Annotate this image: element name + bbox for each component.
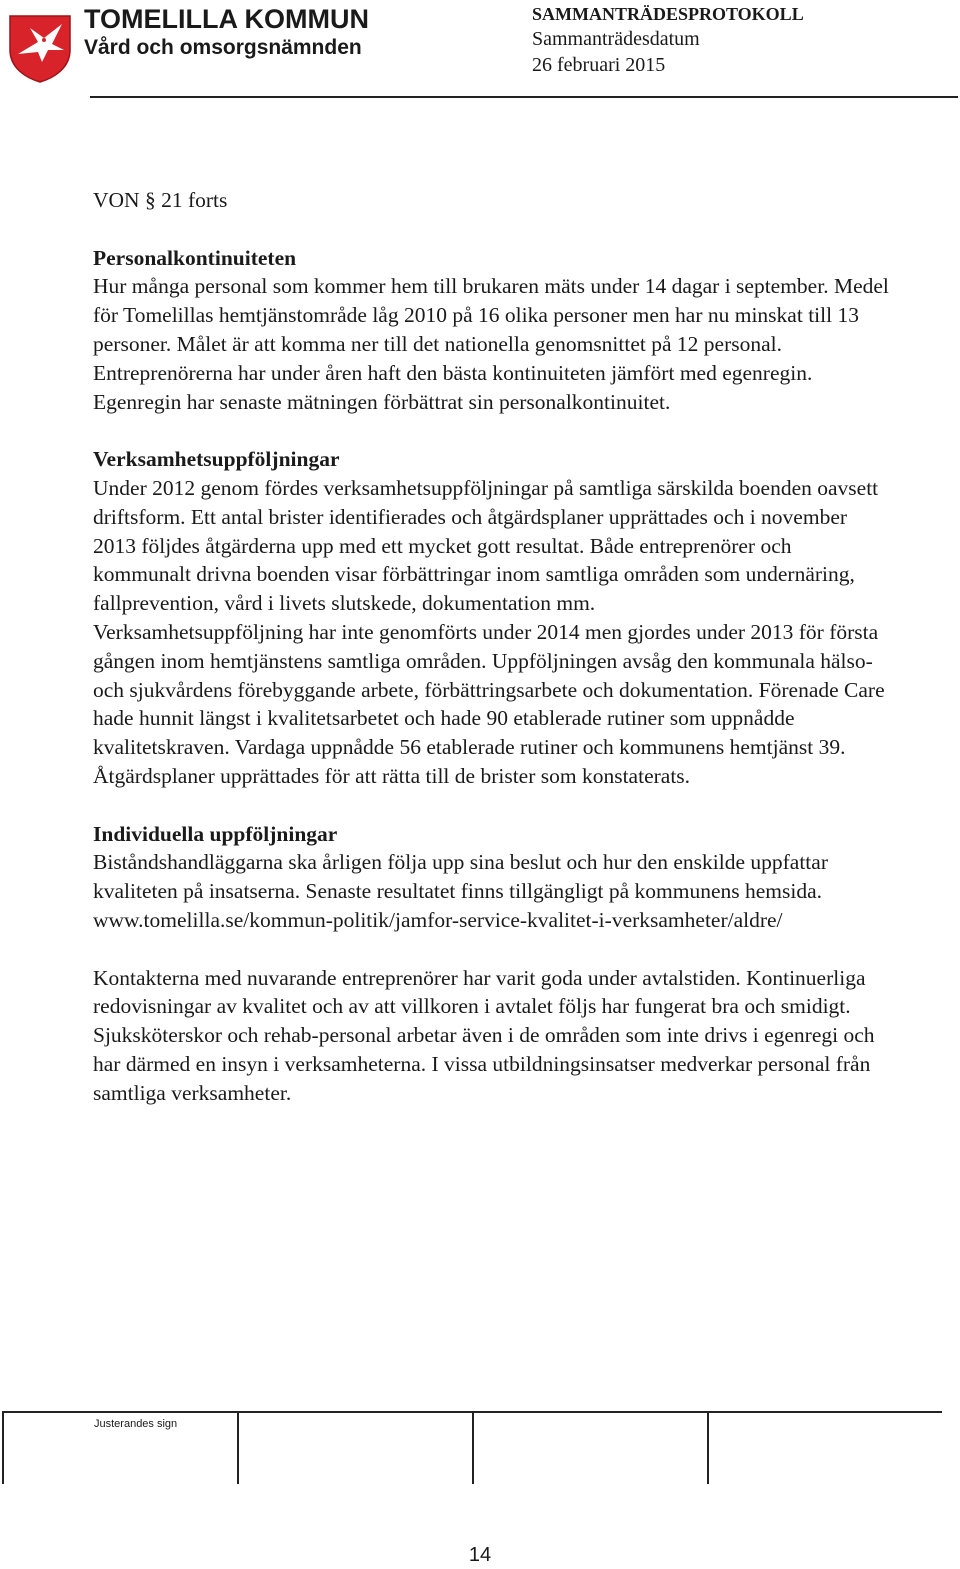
organization-name: TOMELILLA KOMMUN <box>84 4 369 34</box>
signature-cell <box>237 1413 472 1484</box>
signature-cell <box>2 1413 237 1484</box>
page-number: 14 <box>468 1544 492 1566</box>
meeting-date-label: Sammanträdesdatum <box>532 28 700 50</box>
protocol-body <box>93 186 893 1108</box>
heading-verksamhetsuppfoljningar: Verksamhetsuppföljningar <box>93 447 340 472</box>
paragraph-individuella-uppfoljningar: Biståndshandläggarna ska årligen följa upp sina beslut och hur den enskilde uppfattar kvaliteten på insatserna. Senaste resultatet finns tillgängligt på kommunens hemsida. www.tomelilla.se/kommun-politik/jamfor-service-kvalitet-i-verksamheter/aldre/ <box>93 850 828 932</box>
signature-table <box>2 1411 942 1484</box>
meeting-date: 26 februari 2015 <box>532 54 666 76</box>
signature-cell <box>707 1413 942 1484</box>
signature-cell <box>472 1413 707 1484</box>
document-type: SAMMANTRÄDESPROTOKOLL <box>532 4 804 24</box>
paragraph-verksamhetsuppfoljningar-2: Verksamhetsuppföljning har inte genomförts under 2014 men gjordes under 2013 för första gången inom hemtjänstens samtliga områden. Uppföljningen avsåg den kommunala hälso-och sjukvårdens förebyggande arbete, förbättringsarbete och dokumentation. Förenade Care hade hunnit längst i kvalitetsarbetet och hade 90 etablerade rutiner som uppnådde kvalitetskraven. Vardaga uppnådde 56 etablerade rutiner och kommunens hemtjänst 39. Åtgärdsplaner upprättades för att rätta till de brister som konstaterats. <box>93 619 885 788</box>
paragraph-verksamhetsuppfoljningar-1: Under 2012 genom fördes verksamhetsuppföljningar på samtliga särskilda boenden oavsett driftsform. Ett antal brister identifierades och åtgärdsplaner upprättades och i november 2013 följdes åtgärderna upp med ett mycket gott resultat. Både entreprenörer och kommunalt drivna boenden visar förbättringar inom samtliga områden som undernäring, fallprevention, vård i livets slutskede, dokumentation mm. <box>93 475 879 616</box>
header-divider <box>90 96 958 98</box>
heading-personalkontinuiteten: Personalkontinuiteten <box>93 245 297 270</box>
board-name: Vård och omsorgsnämnden <box>84 36 362 59</box>
paragraph-personalkontinuiteten: Hur många personal som kommer hem till brukaren mäts under 14 dagar i september. Medel för Tomelillas hemtjänstområde låg 2010 på 16 olika personer men har nu minskat till 13 personer. Målet är att komma ner till det nationella genomsnittet på 12 personal. Entreprenörerna har under åren haft den bästa kontinuiteten jämfört med egenregin. Egenregin har senaste mätningen förbättrat sin personalkontinuitet. <box>93 274 889 414</box>
section-reference: VON § 21 forts <box>93 188 228 212</box>
paragraph-kontakter: Kontakterna med nuvarande entreprenörer har varit goda under avtalstiden. Kontinuerliga redovisningar av kvalitet och av att villkoren i avtalet följs har fungerat bra och smidigt. Sjuksköterskor och rehab-personal arbetar även i de områden som inte drivs i egenregi och har därmed en insyn i verksamheterna. I vissa utbildningsinsatser medverkar personal från samtliga verksamheter. <box>93 965 875 1105</box>
coat-of-arms-icon <box>8 14 72 84</box>
signature-label: Justerandes sign <box>94 1418 178 1430</box>
heading-individuella-uppfoljningar: Individuella uppföljningar <box>93 821 338 846</box>
